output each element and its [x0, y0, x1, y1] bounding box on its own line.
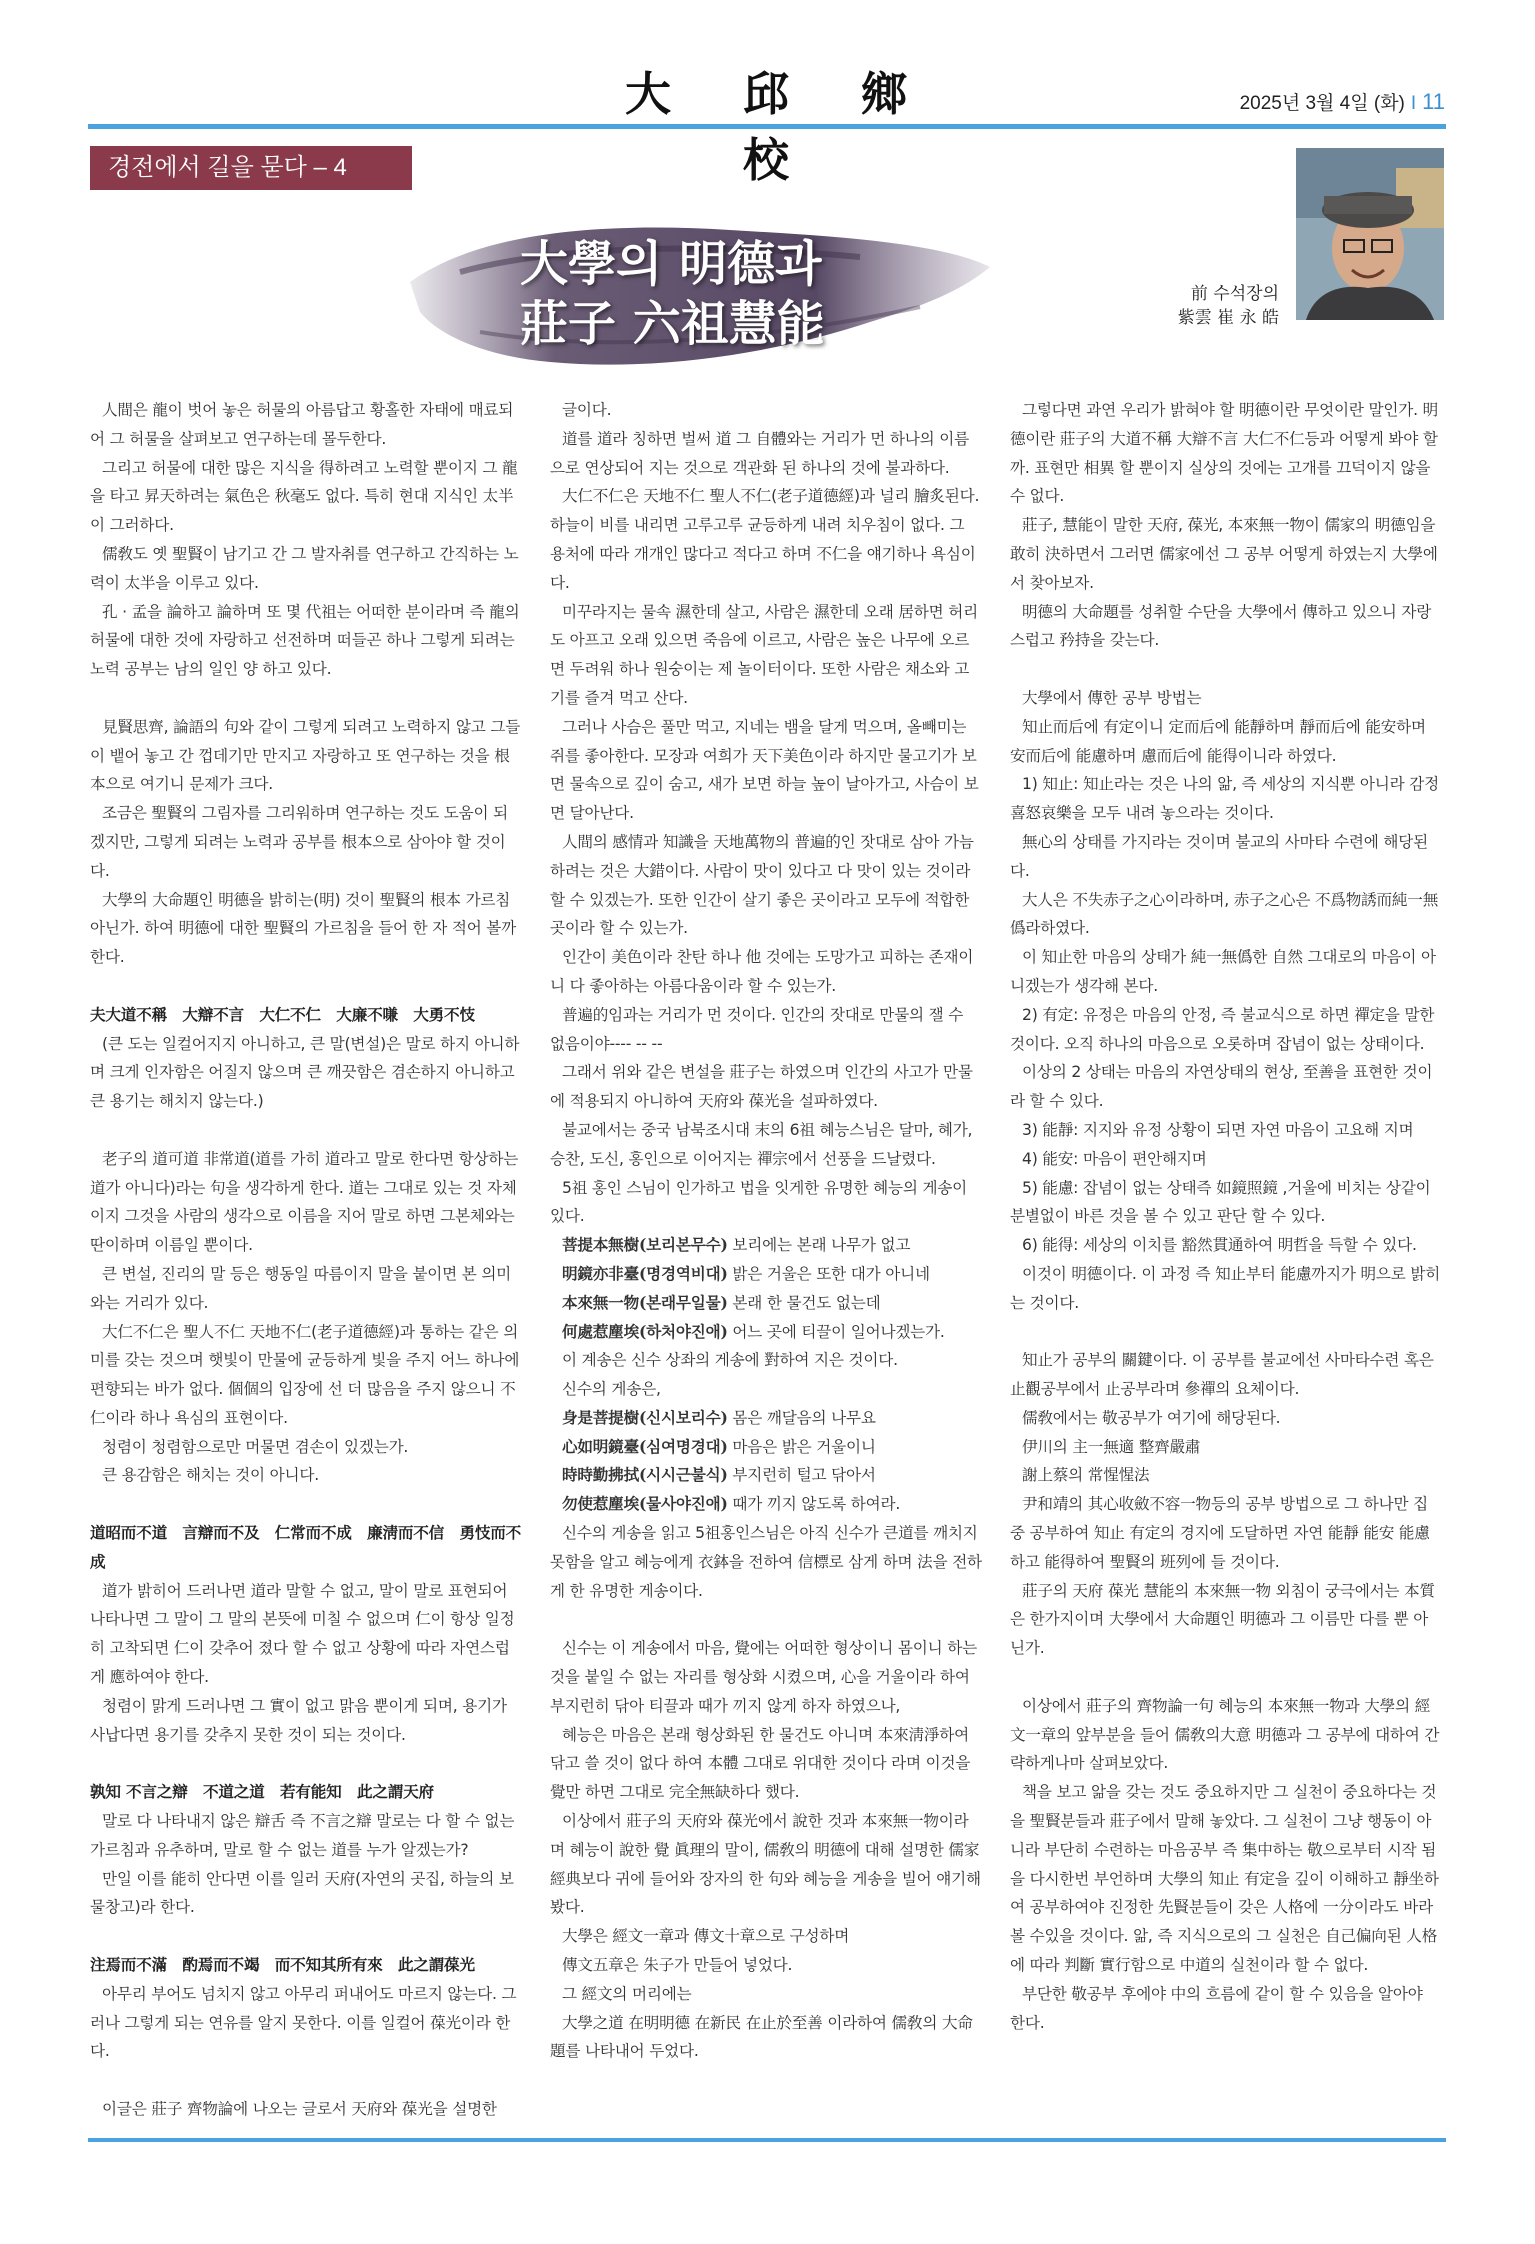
body-paragraph: 이상의 2 상태는 마음의 자연상태의 현상, 至善을 표현한 것이라 할 수 있다. [1010, 1063, 1433, 1111]
body-paragraph: 부단한 敬공부 후에야 中의 흐름에 같이 할 수 있음을 알아야 한다. [1010, 1984, 1423, 2032]
paragraph-gap [1010, 1318, 1442, 1347]
body-paragraph: 大仁不仁은 聖人不仁 天地不仁(老子道德經)과 통하는 같은 의미를 갖는 것으며 햇빛이 만물에 균등하게 빛을 주지 어느 하나에 편향되는 바가 없다. 個個의 입장에 선 더 많음을 주지 않으니 不仁이라 하나 욕심의 표현이다. [90, 1322, 520, 1427]
dateline [1240, 88, 1445, 115]
body-paragraph: 인간이 美色이라 찬탄 하나 他 것에는 도망가고 피하는 존재이니 다 좋아하는 아름다움이라 할 수 있는가. [550, 948, 974, 995]
body-paragraph: 人間의 感情과 知識을 天地萬物의 普遍的인 잣대로 삼아 가늠하려는 것은 大錯이다. 사람이 맛이 있다고 다 맛이 있는 것이라 할 수 있겠는가. 또한 인간이 살기 좋은 곳이라고 모두에 적합한 곳이라 할 수 있는가. [550, 832, 974, 938]
paragraph-gap [90, 1749, 522, 1778]
body-paragraph: 청렴이 맑게 드러나면 그 實이 없고 맑음 뿐이게 되며, 용기가 사납다면 용기를 갖추지 못한 것이 되는 것이다. [90, 1696, 507, 1744]
body-paragraph: 이상에서 莊子의 齊物論一句 혜능의 本來無一物과 大學의 經文一章의 앞부분을 들어 儒敎의大意 明德과 그 공부에 대하여 간략하게나마 살펴보았다. [1010, 1696, 1440, 1773]
verse-original: 身是菩提樹(신시보리수) [562, 1407, 728, 1427]
classical-quote: 夫大道不稱 大辯不言 大仁不仁 大廉不嗛 大勇不忮 [90, 1004, 475, 1024]
body-paragraph: 그러나 사슴은 풀만 먹고, 지네는 뱀을 달게 먹으며, 올빼미는 쥐를 좋아한다. 모장과 여희가 天下美色이라 하지만 물고기가 보면 물속으로 깊이 숨고, 새가 보면 하늘 높이 날아가고, 사슴이 보면 달아난다. [550, 717, 979, 823]
body-paragraph: 4) 能安: 마음이 편안해지며 [1022, 1149, 1207, 1168]
verse-translation: 때가 끼지 않도록 하여라. [727, 1495, 901, 1514]
author-name: 紫雲 崔 永 皓 [1177, 308, 1279, 328]
body-paragraph: 傳文五章은 朱子가 만들어 넣었다. [562, 1956, 793, 1975]
masthead: 大 邱 鄉 校 [624, 67, 936, 187]
body-paragraph: 莊子, 慧能이 말한 天府, 葆光, 本來無一物이 儒家의 明德임을 敢히 決하면서 그러면 儒家에선 그 공부 어떻게 하였는지 大學에서 찾아보자. [1010, 516, 1438, 592]
verse-translation: 몸은 깨달음의 나무요 [727, 1408, 876, 1427]
body-paragraph: 글이다. [562, 401, 612, 419]
verse-line [550, 1490, 982, 1519]
body-paragraph: 知止而后에 有定이니 定而后에 能靜하며 靜而后에 能安하며 安而后에 能慮하며 慮而后에 能得이니라 하였다. [1010, 717, 1426, 765]
body-paragraph: 普遍的임과는 거리가 먼 것이다. 인간의 잣대로 만물의 잴 수 없음이야---- -- -- [550, 1005, 964, 1053]
paragraph-gap [90, 684, 522, 713]
paragraph-gap [90, 1490, 522, 1519]
column-1 [90, 396, 522, 2124]
body-paragraph: 불교에서는 중국 남북조시대 末의 6祖 혜능스님은 달마, 혜가, 승찬, 도신, 홍인으로 이어지는 禪宗에서 선풍을 드날렸다. [550, 1120, 973, 1168]
body-paragraph: 신수는 이 게송에서 마음, 覺에는 어떠한 형상이니 몸이니 하는 것을 붙일 수 없는 자리를 형상화 시켰으며, 心을 거울이라 하여 부지런히 닦아 티끌과 때가 끼지 않게 하자 하였으나, [550, 1639, 977, 1715]
body-paragraph: (큰 도는 일컬어지지 아니하고, 큰 말(변설)은 말로 하지 아니하며 크게 인자함은 어질지 않으며 큰 깨끗함은 겸손하지 아니하고 큰 용기는 해치지 않는다.) [90, 1034, 520, 1111]
body-paragraph: 明德의 大命題를 성취할 수단을 大學에서 傳하고 있으니 자랑스럽고 矜持을 갖는다. [1010, 602, 1432, 650]
body-paragraph: 말로 다 나타내지 않은 辯舌 즉 不言之辯 말로는 다 할 수 없는 가르침과 유추하며, 말로 할 수 없는 道를 누가 알겠는가? [90, 1812, 515, 1859]
article-title [520, 234, 825, 354]
verse-line [550, 1404, 982, 1433]
body-paragraph: 5祖 홍인 스님이 인가하고 법을 잇게한 유명한 혜능의 게송이 있다. [550, 1178, 968, 1226]
classical-quote: 孰知 不言之辯 不道之道 若有能知 此之謂天府 [90, 1782, 434, 1802]
verse-line [550, 1461, 982, 1490]
body-paragraph: 知止가 공부의 關鍵이다. 이 공부를 불교에선 사마타수련 혹은 止觀공부에서 止공부라며 參禪의 요체이다. [1010, 1351, 1434, 1399]
body-paragraph: 신수의 게송은, [562, 1380, 661, 1399]
verse-translation: 본래 한 물건도 없는데 [727, 1293, 881, 1312]
body-paragraph: 그래서 위와 같은 변설을 莊子는 하였으며 인간의 사고가 만물에 적용되지 아니하여 天府와 葆光을 설파하였다. [550, 1063, 973, 1111]
body-paragraph: 伊川의 主一無適 整齊嚴肅 [1022, 1437, 1201, 1456]
verse-original: 時時勤拂拭(시시근불식) [562, 1465, 728, 1485]
body-paragraph: 大學의 大命題인 明德을 밝히는(明) 것이 聖賢의 根本 가르침 아닌가. 하여 明德에 대한 聖賢의 가르침을 들어 한 자 적어 볼까 한다. [90, 890, 517, 967]
body-paragraph: 儒敎에서는 敬공부가 여기에 해당된다. [1022, 1408, 1281, 1427]
body-paragraph: 미꾸라지는 물속 濕한데 살고, 사람은 濕한데 오래 居하면 허리도 아프고 오래 있으면 죽음에 이르고, 사람은 높은 나무에 오르면 두려워 하나 원숭이는 제 놀이터이다. 또한 사람은 채소와 고기를 즐겨 먹고 산다. [550, 602, 978, 707]
verse-line [550, 1318, 982, 1347]
body-paragraph: 책을 보고 앎을 갖는 것도 중요하지만 그 실천이 중요하다는 것을 聖賢분들과 莊子에서 말해 놓았다. 그 실천이 그냥 행동이 아니라 부단히 수련하는 마음공부 즉 集中하는 敬으로부터 시작 됨을 다시한번 부언하며 大學의 知止 有定을 깊이 이해하고 靜坐하여 공부하여야 진정한 先賢분들이 갖은 人格에 一分이라도 바라볼 수있을 것이다. 앎, 즉 지식으로의 그 실천은 自己偏向된 人格에 따라 判斷 實行함으로 中道의 실천이라 할 수 없다. [1010, 1783, 1439, 1975]
body-paragraph: 道가 밝히어 드러나면 道라 말할 수 없고, 말이 말로 표현되어 나타나면 그 말이 그 말의 본뜻에 미칠 수 없으며 仁이 항상 일정히 고착되면 仁이 갖추어 졌다 할 수 없고 상황에 따라 자연스럽게 應하여야 한다. [90, 1581, 515, 1687]
column-3 [1010, 396, 1442, 2124]
verse-original: 明鏡亦非臺(명경역비대) [562, 1263, 728, 1283]
body-paragraph: 조금은 聖賢의 그림자를 그리워하며 연구하는 것도 도움이 되겠지만, 그렇게 되려는 노력과 공부를 根本으로 삼아야 할 것이다. [90, 804, 508, 880]
body-paragraph: 大學之道 在明明德 在新民 在止於至善 이라하여 儒敎의 大命題를 나타내어 두었다. [550, 2013, 973, 2061]
verse-original: 心如明鏡臺(심여명경대) [562, 1436, 728, 1456]
body-paragraph: 신수의 게송을 읽고 5祖홍인스님은 아직 신수가 큰道를 깨치지 못함을 알고 혜능에게 衣鉢을 전하여 信標로 삼게 하며 法을 전하게 한 유명한 게송이다. [550, 1524, 982, 1600]
body-paragraph: 大仁不仁은 天地不仁 聖人不仁(老子道德經)과 널리 膾炙된다. 하늘이 비를 내리면 고루고루 균등하게 내려 치우침이 없다. 그 용처에 따라 개개인 많다고 적다고 하며 不仁을 얘기하나 욕심이다. [550, 487, 980, 592]
body-paragraph: 이글은 莊子 齊物論에 나오는 글로서 天府와 葆光을 설명한 [102, 2100, 497, 2119]
paragraph-gap [1010, 655, 1442, 684]
body-paragraph: 大人은 不失赤子之心이라하며, 赤子之心은 不爲物誘而純一無僞라하였다. [1010, 890, 1439, 938]
classical-quote: 注焉而不滿 酌焉而不竭 而不知其所有來 此之謂葆光 [90, 1955, 475, 1975]
body-paragraph: 큰 용감함은 해치는 것이 아니다. [102, 1466, 320, 1485]
body-paragraph: 이것이 明德이다. 이 과정 즉 知止부터 能慮까지가 明으로 밝히는 것이다. [1010, 1264, 1441, 1312]
body-paragraph: 大學에서 傳한 공부 방법는 [1022, 688, 1202, 707]
body-paragraph: 만일 이를 能히 안다면 이를 일러 天府(자연의 곳집, 하늘의 보물창고)라 한다. [90, 1869, 514, 1917]
body-paragraph: 儒敎도 옛 聖賢이 남기고 간 그 발자취를 연구하고 간직하는 노력이 太半을 이루고 있다. [90, 544, 519, 592]
verse-original: 菩提本無樹(보리본무수) [562, 1235, 728, 1255]
body-paragraph: 6) 能得: 세상의 이치를 豁然貫通하여 明哲을 득할 수 있다. [1022, 1236, 1417, 1255]
body-paragraph: 이 계송은 신수 상좌의 게송에 對하여 지은 것이다. [562, 1351, 898, 1370]
issue-date: 2025년 3월 4일 (화) [1239, 93, 1405, 114]
body-paragraph: 큰 변설, 진리의 말 등은 행동일 따름이지 말을 붙이면 본 의미와는 거리가 있다. [90, 1264, 512, 1312]
body-paragraph: 謝上蔡의 常惺惺法 [1022, 1466, 1150, 1485]
verse-translation: 보리에는 본래 나무가 없고 [727, 1236, 911, 1255]
classical-quote: 道昭而不道 言辯而不及 仁常而不成 廉淸而不信 勇忮而不成 [90, 1523, 522, 1571]
body-paragraph: 2) 有定: 유정은 마음의 안정, 즉 불교식으로 하면 禪定을 말한 것이다. 오직 하나의 마음으로 오롯하며 잡념이 없는 상태이다. [1010, 1005, 1435, 1053]
title-line-2: 莊子 六祖慧能 [520, 296, 825, 352]
verse-original: 何處惹塵埃(하처야진애) [562, 1321, 728, 1341]
body-paragraph: 見賢思齊, 論語의 句와 같이 그렇게 되려고 노력하지 않고 그들이 뱉어 놓고 간 껍데기만 만지고 자랑하고 또 연구하는 것을 根本으로 여기니 문제가 크다. [90, 717, 521, 794]
body-paragraph: 그렇다면 과연 우리가 밝혀야 할 明德이란 무엇이란 말인가. 明德이란 莊子의 大道不稱 大辯不言 大仁不仁등과 어떻게 봐야 할까. 표현만 相異 할 뿐이지 실상의 것에는 고개를 끄덕이지 않을 수 없다. [1010, 401, 1438, 506]
paragraph-gap [90, 2066, 522, 2095]
verse-line [550, 1289, 982, 1318]
verse-translation: 어느 곳에 티끌이 일어나겠는가. [727, 1322, 945, 1341]
author-photo [1296, 148, 1444, 320]
top-rule [88, 124, 1446, 129]
verse-original: 勿使惹塵埃(물사야진애) [562, 1494, 728, 1514]
body-paragraph: 청렴이 청렴함으로만 머물면 겸손이 있겠는가. [102, 1437, 409, 1456]
body-paragraph: 3) 能靜: 지지와 유정 상황이 되면 자연 마음이 고요해 지며 [1022, 1120, 1414, 1139]
body-paragraph: 孔 · 孟을 論하고 論하며 또 몇 代祖는 어떠한 분이라며 즉 龍의 허물에 대한 것에 자랑하고 선전하며 떠들곤 하나 그렇게 되려는 노력 공부는 남의 일인 양 하고 있다. [90, 602, 520, 679]
verse-line [550, 1433, 982, 1462]
paragraph-gap [90, 1922, 522, 1951]
paragraph-gap [90, 1116, 522, 1145]
body-paragraph: 혜능은 마음은 본래 형상화된 한 물건도 아니며 本來淸淨하여 닦고 쓸 것이 없다 하여 本體 그대로 위대한 것이다 라며 이것을 覺만 하면 그대로 完全無缺하다 했다. [550, 1725, 971, 1802]
paragraph-gap [90, 972, 522, 1001]
body-paragraph: 莊子의 天府 葆光 慧能의 本來無一物 외침이 궁극에서는 本質은 한가지이며 大學에서 大命題인 明德과 그 이름만 다를 뿐 아닌가. [1010, 1581, 1435, 1658]
body-paragraph: 老子의 道可道 非常道(道를 가히 道라고 말로 한다면 항상하는 道가 아니다)라는 句을 생각하게 한다. 道는 그대로 있는 것 자체이지 그것을 사람의 생각으로 이름을 지어 말로 하면 그본체와는 딴이하며 이름일 뿐이다. [90, 1149, 519, 1255]
series-label: 경전에서 길을 묻다 – 4 [90, 146, 412, 190]
paragraph-gap [1010, 1663, 1442, 1692]
verse-original: 本來無一物(본래무일물) [562, 1292, 728, 1312]
verse-line [550, 1231, 982, 1260]
article-body [90, 396, 1442, 2124]
page-number: 11 [1422, 89, 1445, 114]
body-paragraph: 大學은 經文一章과 傳文十章으로 구성하며 [562, 1927, 850, 1946]
body-paragraph: 이 知止한 마음의 상태가 純一無僞한 自然 그대로의 마음이 아니겠는가 생각해 본다. [1010, 948, 1436, 995]
body-paragraph: 5) 能慮: 잡념이 없는 상태즉 如鏡照鏡 ,거울에 비치는 상같이 분별없이 바른 것을 볼 수 있고 판단 할 수 있다. [1010, 1178, 1431, 1226]
separator: I [1410, 93, 1417, 114]
author-role: 前 수석장의 [1190, 284, 1279, 304]
body-paragraph: 無心의 상태를 가지라는 것이며 불교의 사마타 수련에 해당된다. [1010, 832, 1428, 880]
body-paragraph: 道를 道라 칭하면 벌써 道 그 自體와는 거리가 먼 하나의 이름으로 연상되어 지는 것으로 객관화 된 하나의 것에 불과하다. [550, 429, 969, 477]
body-paragraph: 이상에서 莊子의 天府와 葆光에서 說한 것과 本來無一物이라며 혜능이 說한 覺 眞理의 말이, 儒敎의 明德에 대해 설명한 儒家 經典보다 귀에 들어와 장자의 한 句와 혜능을 게송을 빌어 얘기해 봤다. [550, 1812, 981, 1917]
body-paragraph: 尹和靖의 其心收斂不容一物등의 공부 방법으로 그 하나만 집중 공부하여 知止 有定의 경지에 도달하면 자연 能靜 能安 能慮하고 能得하여 聖賢의 班列에 들 것이다. [1010, 1495, 1430, 1571]
body-paragraph: 그 經文의 머리에는 [562, 1984, 692, 2003]
title-line-1: 大學의 明德과 [520, 236, 822, 292]
bottom-rule [88, 2138, 1446, 2142]
verse-translation: 밝은 거울은 또한 대가 아니네 [727, 1264, 930, 1283]
body-paragraph: 1) 知止: 知止라는 것은 나의 앎, 즉 세상의 지식뿐 아니라 감정 喜怒哀樂을 모두 내려 놓으라는 것이다. [1010, 775, 1439, 823]
column-2 [550, 396, 982, 2124]
body-paragraph: 人間은 龍이 벗어 놓은 허물의 아름답고 황홀한 자태에 매료되어 그 허물을 살펴보고 연구하는데 몰두한다. [90, 401, 514, 448]
body-paragraph: 그리고 허물에 대한 많은 지식을 得하려고 노력할 뿐이지 그 龍을 타고 昇天하려는 氣色은 秋毫도 없다. 특히 현대 지식인 太半이 그러하다. [90, 458, 518, 535]
paragraph-gap [550, 1605, 982, 1634]
verse-translation: 부지런히 털고 닦아서 [727, 1466, 876, 1485]
verse-translation: 마음은 밝은 거울이니 [727, 1437, 876, 1456]
verse-line [550, 1260, 982, 1289]
author-byline [1178, 282, 1279, 330]
body-paragraph: 아무리 부어도 넘치지 않고 아무리 퍼내어도 마르지 않는다. 그러나 그렇게 되는 연유를 알지 못한다. 이를 일컬어 葆光이라 한다. [90, 1984, 517, 2061]
